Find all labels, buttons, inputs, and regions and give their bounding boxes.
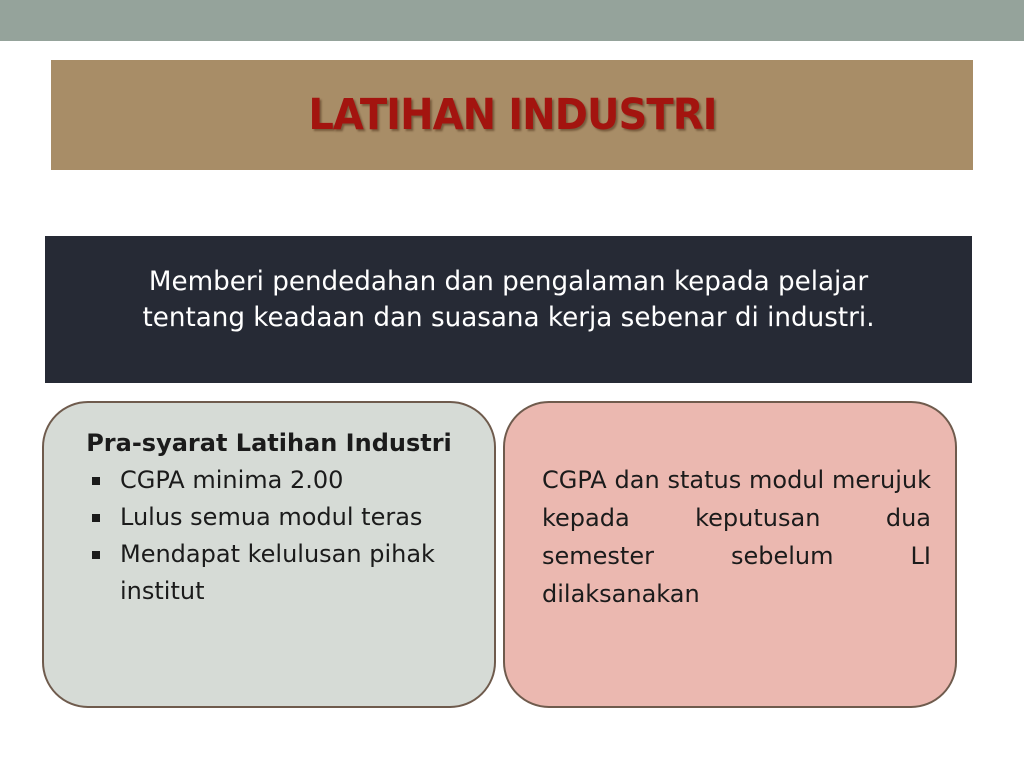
square-bullet-icon — [92, 551, 100, 559]
note-text: CGPA dan status modul merujuk kepada keputusan dua semester sebelum LI dilaksanakan — [542, 466, 931, 608]
slide-title: LATIHAN INDUSTRI — [307, 90, 717, 140]
prerequisite-list — [86, 462, 466, 610]
title-banner — [51, 60, 973, 170]
square-bullet-icon — [92, 477, 100, 485]
prerequisite-heading: Pra-syarat Latihan Industri — [86, 429, 452, 457]
list-item — [86, 536, 466, 610]
description-box — [45, 236, 972, 383]
list-item-text: Lulus semua modul teras — [120, 503, 423, 531]
list-item — [86, 499, 466, 536]
note-card — [503, 401, 957, 708]
square-bullet-icon — [92, 514, 100, 522]
prerequisite-content — [86, 425, 466, 610]
description-text: Memberi pendedahan dan pengalaman kepada pelajar tentang keadaan dan suasana kerja sebenar di industri. — [142, 265, 875, 333]
list-item — [86, 462, 466, 499]
top-decorative-band — [0, 0, 1024, 41]
list-item-text: CGPA minima 2.00 — [120, 466, 344, 494]
prerequisite-card — [42, 401, 496, 708]
list-item-text: Mendapat kelulusan pihak institut — [120, 540, 435, 605]
